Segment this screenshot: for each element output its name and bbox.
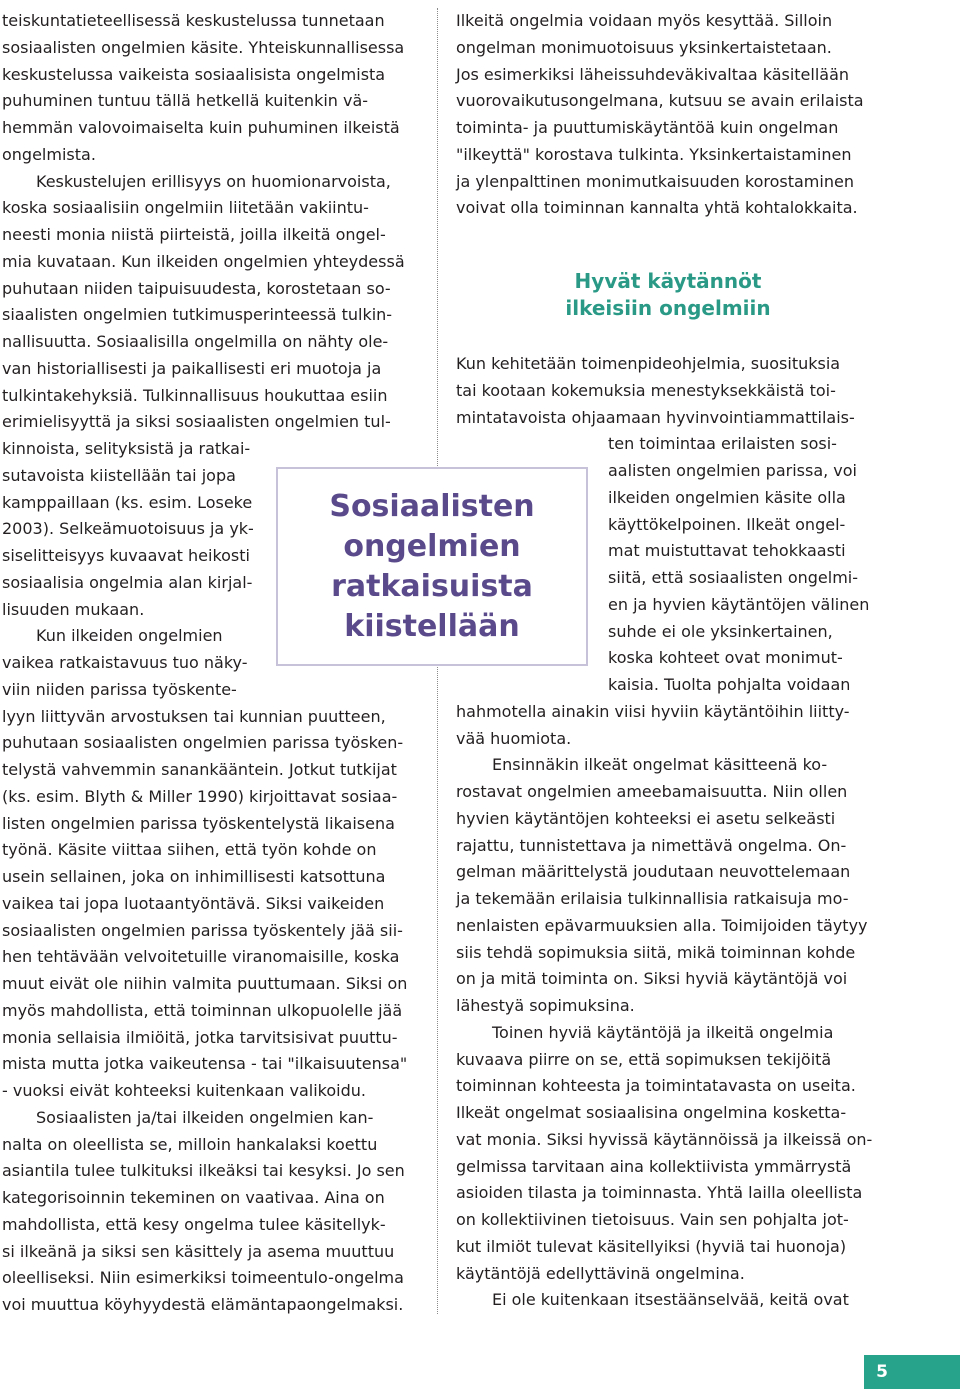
text-line: nenlaisten epävarmuuksien alla. Toimijoiden täytyy [456, 915, 868, 935]
text-line: lyyn liittyvän arvostuksen tai kunnian puutteen, [2, 706, 386, 726]
text-line: van historiallisesti ja paikallisesti eri muotoja ja [2, 358, 382, 378]
text-line: voi muuttua köyhyydestä elämäntapaongelmaksi. [2, 1295, 404, 1314]
text-line: hahmotella ainakin viisi hyviin käytäntöihin liitty- [456, 701, 850, 721]
text-line: gelman määrittelystä joudutaan neuvottelemaan [456, 862, 851, 882]
text-line: vat monia. Siksi hyvissä käytännöissä ja ilkeissä on- [456, 1129, 873, 1149]
text-line: si ilkeänä ja siksi sen käsittely ja asema muuttuu [2, 1241, 395, 1261]
text-line: suhde ei ole yksinkertainen, [608, 621, 833, 641]
text-line: vaikea tai jopa luotaantyöntävä. Siksi vaikeiden [2, 893, 385, 913]
text-line: tai kootaan kokemuksia menestyksekkäistä toi- [456, 380, 836, 400]
text-line: monia sellaisia ilmiöitä, jotka tarvitsisivat puuttu- [2, 1027, 398, 1047]
text-line: Jos esimerkiksi läheissuhdeväkivaltaa käsitellään [456, 64, 850, 84]
text-line: kamppaillaan (ks. esim. Loseke [2, 492, 253, 512]
text-line: lähestyä sopimuksina. [456, 996, 635, 1015]
text-line: koska sosiaalisiin ongelmiin liitetään vakiintu- [2, 198, 369, 218]
text-line: oleelliseksi. Niin esimerkiksi toimeentulo-ongelma [2, 1268, 404, 1288]
text-line: kategorisoinnin tekeminen on vaativaa. Aina on [2, 1188, 385, 1207]
text-line: kinnoista, selityksistä ja ratkai- [2, 439, 251, 458]
text-line: sosiaalisten ongelmien parissa työskentely jää sii- [2, 920, 403, 940]
text-line: sosiaalisia ongelmia alan kirjal- [2, 572, 253, 592]
text-line: hyvien käytäntöjen kohteeksi ei asetu selkeästi [456, 808, 836, 828]
text-line: - vuoksi eivät kohteeksi kuitenkaan valikoidu. [2, 1081, 366, 1100]
text-line: vaikea ratkaistavuus tuo näky- [2, 653, 248, 672]
text-line: myös mahdollista, että toiminnan ulkopuolelle jää [2, 1000, 403, 1020]
text-line: käytäntöjä edellyttävinä ongelmina. [456, 1263, 745, 1283]
text-line: Ilkeät ongelmat sosiaalisina ongelmina kosketta- [456, 1103, 847, 1122]
text-line: Sosiaalisten ja/tai ilkeiden ongelmien kan- [36, 1107, 374, 1127]
text-line: mat muistuttavat tehokkaasti [608, 541, 846, 561]
text-line: ja ylenpalttinen monimutkaisuuden korostaminen [456, 171, 854, 191]
text-line: siselitteisyys kuvaavat heikosti [2, 546, 250, 565]
text-line: keskustelussa vaikeista sosiaalisista ongelmista [2, 64, 386, 84]
text-line: mahdollista, että kesy ongelma tulee käsitellyk- [2, 1214, 386, 1234]
text-line: siaalisten ongelmien tutkimusperinteessä tulkin- [2, 305, 393, 325]
text-line: Ensinnäkin ilkeät ongelmat käsitteenä ko- [492, 755, 828, 775]
pull-quote-box [276, 467, 588, 666]
text-line: mia kuvataan. Kun ilkeiden ongelmien yhteydessä [2, 251, 405, 271]
text-line: aalisten ongelmien parissa, voi [608, 461, 857, 480]
section-heading-line: Hyvät käytännöt [574, 269, 762, 293]
text-line: lisuuden mukaan. [2, 599, 145, 619]
page-number: 5 [864, 1355, 900, 1389]
text-line: gelmissa tarvitaan aina kollektiivista ymmärrystä [456, 1156, 852, 1176]
text-line: hen tehtävään velvoitetuille viranomaisille, koska [2, 947, 400, 967]
text-line: neesti monia niistä piirteistä, joilla ilkeitä ongel- [2, 225, 386, 244]
text-line: erimielisyyttä ja siksi sosiaalisten ongelmien tul- [2, 412, 391, 432]
text-line: vuorovaikutusongelmana, kutsuu se avain erilaista [456, 91, 864, 111]
text-line: rostavat ongelmien ameebamaisuutta. Niin ollen [456, 782, 848, 801]
text-line: mintatavoista ohjaamaan hyvinvointiammattilais- [456, 407, 855, 427]
text-line: puhutaan niiden taipuisuudesta, korostetaan so- [2, 278, 391, 298]
section-heading [456, 268, 880, 322]
text-line: tulkintakehyksiä. Tulkinnallisuus houkuttaa esiin [2, 385, 388, 405]
text-line: Kun ilkeiden ongelmien [36, 626, 223, 646]
text-line: ten toimintaa erilaisten sosi- [608, 434, 837, 454]
text-line: käyttökelpoinen. Ilkeät ongel- [608, 514, 846, 534]
text-line: (ks. esim. Blyth & Miller 1990) kirjoittavat sosiaa- [2, 786, 398, 806]
text-line: toiminnan kohteesta ja toimintatavasta on useita. [456, 1076, 856, 1096]
text-line: asiantila tulee tulkituksi ilkeäksi tai kesyksi. Jo sen [2, 1161, 405, 1181]
text-line: muut eivät ole niihin valmita puuttumaan. Siksi on [2, 974, 408, 993]
text-line: kuvaava piirre on se, että sopimuksen tekijöitä [456, 1049, 832, 1069]
text-line: ongelmista. [2, 144, 96, 164]
text-line: teiskuntatieteellisessä keskustelussa tunnetaan [2, 11, 385, 30]
text-line: Toinen hyviä käytäntöjä ja ilkeitä ongelmia [492, 1022, 834, 1042]
text-line: mista mutta jotka vaikeutensa - tai "ilkaisuutensa" [2, 1054, 408, 1074]
text-line: vää huomiota. [456, 728, 572, 748]
text-line: viin niiden parissa työskente- [2, 679, 237, 699]
text-line: kaisia. Tuolta pohjalta voidaan [608, 675, 851, 694]
text-line: sutavoista kiistellään tai jopa [2, 465, 236, 485]
text-line: listen ongelmien parissa työskentelystä likaisena [2, 813, 395, 833]
text-line: Ilkeitä ongelmia voidaan myös kesyttää. Silloin [456, 11, 833, 30]
pull-quote-text: Sosiaalisten ongelmien ratkaisuista kiistellään [329, 488, 535, 644]
section-heading-line: ilkeisiin ongelmiin [565, 296, 771, 320]
text-line: nalta on oleellista se, milloin hankalaksi koettu [2, 1134, 378, 1154]
text-line: hemmän valovoimaiselta kuin puhuminen ilkeistä [2, 118, 400, 137]
text-line: voivat olla toiminnan kannalta yhtä kohtalokkaita. [456, 198, 858, 218]
text-line: siis tehdä sopimuksia siitä, mikä toiminnan kohde [456, 942, 856, 962]
text-line: telystä vahvemmin sanankääntein. Jotkut tutkijat [2, 760, 397, 779]
text-line: sosiaalisten ongelmien käsite. Yhteiskunnallisessa [2, 37, 405, 57]
text-line: 2003). Selkeämuotoisuus ja yk- [2, 519, 254, 539]
text-line: puhutaan sosiaalisten ongelmien parissa työsken- [2, 733, 404, 753]
text-line: asioiden tilasta ja toiminnasta. Yhtä lailla oleellista [456, 1183, 863, 1203]
text-line: Ei ole kuitenkaan itsestäänselvää, keitä ovat [492, 1290, 849, 1310]
text-line: Keskustelujen erillisyys on huomionarvoista, [36, 171, 391, 191]
text-line: ja tekemään erilaisia tulkinnallisia ratkaisuja mo- [456, 889, 849, 908]
text-line: rajattu, tunnistettava ja nimettävä ongelma. On- [456, 835, 847, 855]
page-number-strip [900, 1355, 960, 1389]
text-line: ongelman monimuotoisuus yksinkertaistetaan. [456, 37, 832, 57]
text-line: nallisuutta. Sosiaalisilla ongelmilla on nähty ole- [2, 332, 389, 351]
text-line: en ja hyvien käytäntöjen välinen [608, 594, 870, 614]
text-line: on kollektiivinen tietoisuus. Vain sen pohjalta jot- [456, 1210, 849, 1229]
text-line: ilkeiden ongelmien käsite olla [608, 487, 846, 507]
text-line: usein sellainen, joka on inhimillisesti katsottuna [2, 867, 386, 886]
text-line: koska kohteet ovat monimut- [608, 648, 843, 668]
text-line: puhuminen tuntuu tällä hetkellä kuitenkin vä- [2, 91, 369, 111]
text-line: kut ilmiöt tulevat käsitellyiksi (hyviä tai huonoja) [456, 1236, 847, 1256]
text-line: "ilkeyttä" korostava tulkinta. Yksinkertaistaminen [456, 144, 852, 164]
text-line: siitä, että sosiaalisten ongelmi- [608, 568, 859, 587]
text-line: on ja mitä toiminta on. Siksi hyviä käytäntöjä voi [456, 969, 848, 989]
text-line: toiminta- ja puuttumiskäytäntöä kuin ongelman [456, 118, 839, 137]
text-line: työnä. Käsite viittaa siihen, että työn kohde on [2, 840, 377, 860]
text-line: Kun kehitetään toimenpideohjelmia, suosituksia [456, 354, 841, 373]
